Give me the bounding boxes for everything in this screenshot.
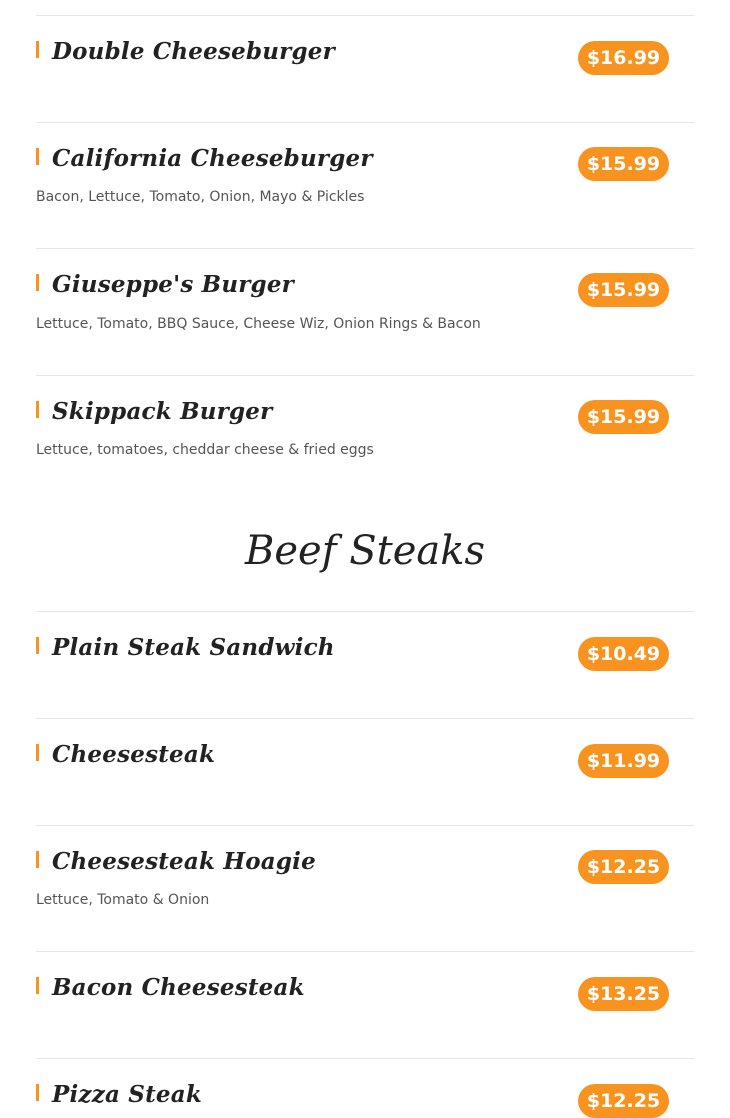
- item-name: Bacon Cheesesteak: [52, 974, 305, 1001]
- menu-item: [36, 952, 694, 1058]
- item-accent-bar: [36, 851, 39, 868]
- item-price-badge: $12.25: [578, 850, 669, 884]
- item-description: Lettuce, tomatoes, cheddar cheese & fried eggs: [36, 442, 374, 458]
- menu-item: [36, 826, 694, 951]
- menu-item: [36, 376, 694, 486]
- item-price-badge: $12.25: [578, 1084, 669, 1118]
- item-accent-bar: [36, 1084, 39, 1101]
- menu-item: [36, 612, 694, 718]
- item-accent-bar: [36, 637, 39, 654]
- item-price-badge: $13.25: [578, 977, 669, 1011]
- menu-item: [36, 16, 694, 122]
- item-accent-bar: [36, 148, 39, 165]
- item-accent-bar: [36, 41, 39, 58]
- item-name: Pizza Steak: [52, 1081, 202, 1108]
- item-name: Skippack Burger: [52, 398, 273, 425]
- item-accent-bar: [36, 274, 39, 291]
- item-price-badge: $16.99: [578, 41, 669, 75]
- menu-item: [36, 719, 694, 825]
- item-price-badge: $15.99: [578, 147, 669, 181]
- item-accent-bar: [36, 977, 39, 994]
- item-price-badge: $10.49: [578, 637, 669, 671]
- item-accent-bar: [36, 744, 39, 761]
- item-price-badge: $11.99: [578, 744, 669, 778]
- item-description: Lettuce, Tomato & Onion: [36, 892, 210, 908]
- item-name: Cheesesteak: [52, 741, 216, 768]
- item-name: Cheesesteak Hoagie: [52, 848, 316, 875]
- item-price-badge: $15.99: [578, 400, 669, 434]
- item-description: Bacon, Lettuce, Tomato, Onion, Mayo & Pickles: [36, 189, 365, 205]
- item-name: Double Cheeseburger: [52, 38, 335, 65]
- item-name: Plain Steak Sandwich: [52, 634, 335, 661]
- item-description: Lettuce, Tomato, BBQ Sauce, Cheese Wiz, Onion Rings & Bacon: [36, 316, 481, 332]
- menu-item: [36, 123, 694, 248]
- item-price-badge: $15.99: [578, 273, 669, 307]
- menu-item: [36, 249, 694, 375]
- section-title: Beef Steaks: [244, 528, 486, 574]
- item-name: California Cheeseburger: [52, 145, 373, 172]
- item-accent-bar: [36, 401, 39, 418]
- item-name: Giuseppe's Burger: [52, 271, 294, 298]
- menu-item: [36, 1059, 694, 1112]
